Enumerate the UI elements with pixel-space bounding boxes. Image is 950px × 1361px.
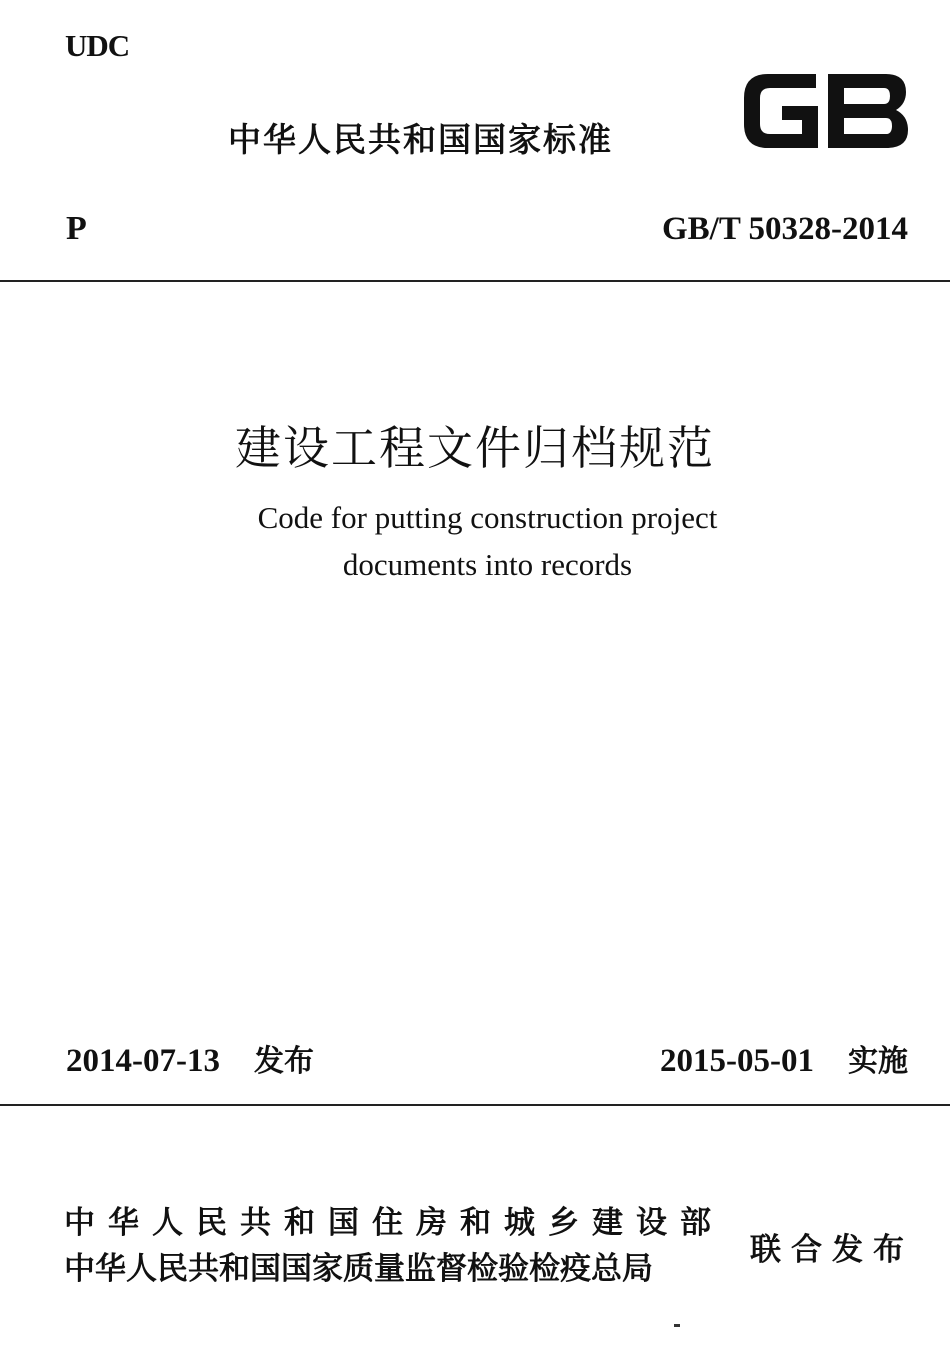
issue-label: 发布: [253, 1044, 314, 1079]
joint-issue-label: 联合发布: [750, 1232, 914, 1268]
implement-date-row: [660, 1036, 908, 1080]
title-english-line2: documents into records: [342, 547, 633, 582]
udc-label: UDC: [65, 28, 130, 63]
gb-logo-text: GB: [738, 66, 740, 67]
issue-date: 2014-07-13: [66, 1043, 220, 1079]
top-divider: [0, 280, 950, 282]
gb-logo: [738, 66, 912, 156]
national-standard-heading: 中华人民共和国国家标准: [228, 120, 613, 159]
bottom-divider: [0, 1104, 950, 1106]
issue-date-row: [66, 1036, 314, 1080]
scan-speck: [674, 1324, 680, 1327]
implement-label: 实施: [848, 1044, 908, 1079]
issuers-block: [64, 1200, 724, 1292]
title-chinese: 建设工程文件归档规范: [235, 421, 715, 475]
implement-date: 2015-05-01: [660, 1043, 814, 1079]
title-english-line1: Code for putting construction project: [257, 500, 718, 535]
category-code: P: [66, 210, 87, 247]
title-english: [0, 494, 950, 588]
standard-number: GB/T 50328-2014: [661, 211, 908, 247]
issuer-aqsiq: 中华人民共和国国家质量监督检验检疫总局: [64, 1251, 653, 1287]
issuer-ministry-housing: 中华人民共和国住房和城乡建设部: [64, 1205, 724, 1241]
